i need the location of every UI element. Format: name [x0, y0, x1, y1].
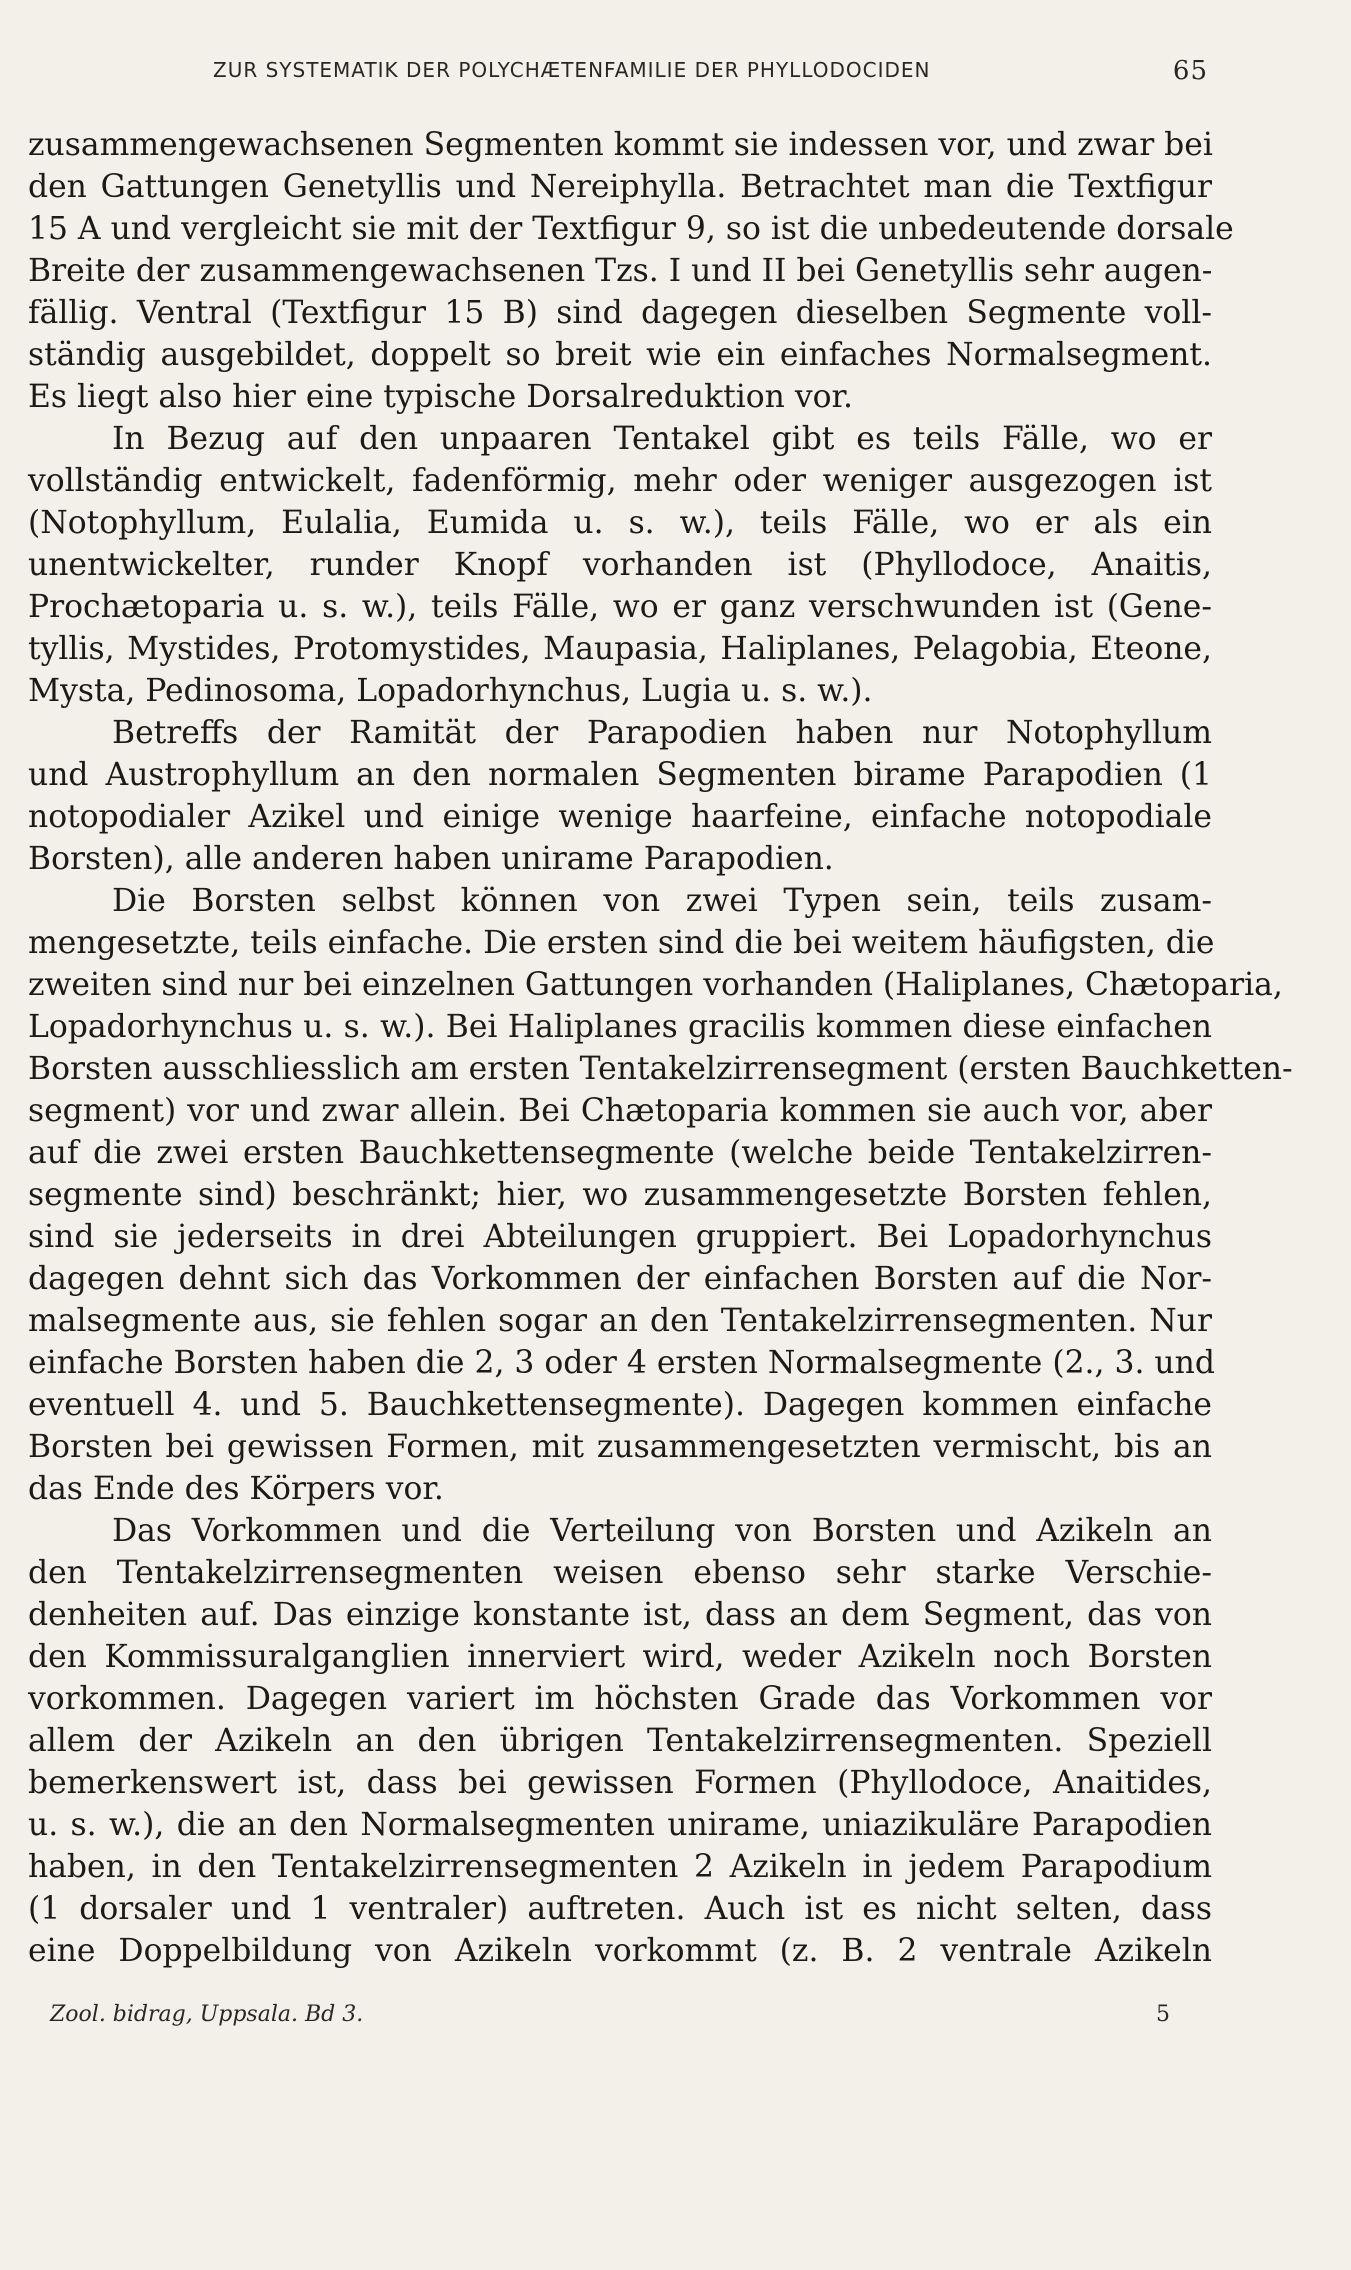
text-line: den Kommissuralganglien innerviert wird, weder Azikeln noch Borsten [28, 1639, 1212, 1675]
text-line: das Ende des Körpers vor. [28, 1471, 444, 1507]
running-head [28, 52, 1208, 92]
journal-reference: Zool. bidrag, Uppsala. Bd 3. [50, 2002, 364, 2027]
text-line: Mysta, Pedinosoma, Lopadorhynchus, Lugia u. s. w.). [28, 673, 873, 709]
text-line: auf die zwei ersten Bauchkettensegmente (welche beide Tentakelzirren- [28, 1135, 1212, 1171]
text-line: vollständig entwickelt, fadenförmig, mehr oder weniger ausgezogen ist [28, 463, 1212, 499]
text-line: zweiten sind nur bei einzelnen Gattungen vorhanden (Haliplanes, Chætoparia, [28, 967, 1283, 1003]
text-line: segment) vor und zwar allein. Bei Chætoparia kommen sie auch vor, aber [28, 1093, 1212, 1129]
text-line: Betreffs der Ramität der Parapodien haben nur Notophyllum [112, 715, 1212, 751]
text-line: Es liegt also hier eine typische Dorsalreduktion vor. [28, 379, 853, 415]
footer [50, 2002, 1170, 2032]
text-line: ständig ausgebildet, doppelt so breit wie ein einfaches Normalsegment. [28, 337, 1212, 373]
text-line: 15 A und vergleicht sie mit der Textfigur 9, so ist die unbedeutende dorsale [28, 211, 1234, 247]
text-line: unentwickelter, runder Knopf vorhanden ist (Phyllodoce, Anaitis, [28, 547, 1212, 583]
text-line: malsegmente aus, sie fehlen sogar an den Tentakelzirrensegmenten. Nur [28, 1303, 1212, 1339]
text-line: In Bezug auf den unpaaren Tentakel gibt es teils Fälle, wo er [112, 421, 1212, 457]
text-line: vorkommen. Dagegen variert im höchsten Grade das Vorkommen vor [28, 1681, 1212, 1717]
page-number: 65 [1172, 56, 1208, 86]
text-line: denheiten auf. Das einzige konstante ist, dass an dem Segment, das von [28, 1597, 1212, 1633]
text-line: (1 dorsaler und 1 ventraler) auftreten. Auch ist es nicht selten, dass [28, 1891, 1212, 1927]
text-line: Borsten ausschliesslich am ersten Tentakelzirrensegment (ersten Bauchketten- [28, 1051, 1293, 1087]
text-line: tyllis, Mystides, Protomystides, Maupasia, Haliplanes, Pelagobia, Eteone, [28, 631, 1212, 667]
text-line: mengesetzte, teils einfache. Die ersten sind die bei weitem häufigsten, die [28, 925, 1215, 961]
running-title: ZUR SYSTEMATIK DER POLYCHÆTENFAMILIE DER PHYLLODOCIDEN [213, 58, 931, 82]
text-line: allem der Azikeln an den übrigen Tentakelzirrensegmenten. Speziell [28, 1723, 1212, 1759]
text-line: (Notophyllum, Eulalia, Eumida u. s. w.), teils Fälle, wo er als ein [28, 505, 1212, 541]
text-line: segmente sind) beschränkt; hier, wo zusammengesetzte Borsten fehlen, [28, 1177, 1212, 1213]
text-line: Lopadorhynchus u. s. w.). Bei Haliplanes gracilis kommen diese einfachen [28, 1009, 1212, 1045]
text-line: zusammengewachsenen Segmenten kommt sie indessen vor, und zwar bei [28, 127, 1213, 163]
text-line: haben, in den Tentakelzirrensegmenten 2 Azikeln in jedem Parapodium [28, 1849, 1212, 1885]
text-line: Breite der zusammengewachsenen Tzs. I und II bei Genetyllis sehr augen- [28, 253, 1213, 289]
text-line: dagegen dehnt sich das Vorkommen der einfachen Borsten auf die Nor- [28, 1261, 1212, 1297]
text-line: fällig. Ventral (Textfigur 15 B) sind dagegen dieselben Segmente voll- [28, 295, 1212, 331]
body-text [28, 124, 1293, 1972]
text-line: einfache Borsten haben die 2, 3 oder 4 ersten Normalsegmente (2., 3. und [28, 1345, 1215, 1381]
text-line: Prochætoparia u. s. w.), teils Fälle, wo er ganz verschwunden ist (Gene- [28, 589, 1212, 625]
text-line: Die Borsten selbst können von zwei Typen sein, teils zusam- [112, 883, 1212, 919]
text-line: den Gattungen Genetyllis und Nereiphylla. Betrachtet man die Textfigur [28, 169, 1212, 205]
text-line: eine Doppelbildung von Azikeln vorkommt (z. B. 2 ventrale Azikeln [28, 1933, 1212, 1969]
text-line: bemerkenswert ist, dass bei gewissen Formen (Phyllodoce, Anaitides, [28, 1765, 1212, 1801]
text-line: den Tentakelzirrensegmenten weisen ebenso sehr starke Verschie- [28, 1555, 1212, 1591]
text-line: Borsten), alle anderen haben unirame Parapodien. [28, 841, 834, 877]
text-line: eventuell 4. und 5. Bauchkettensegmente). Dagegen kommen einfache [28, 1387, 1212, 1423]
text-line: sind sie jederseits in drei Abteilungen gruppiert. Bei Lopadorhynchus [28, 1219, 1212, 1255]
signature-mark: 5 [1156, 2002, 1170, 2027]
text-line: Borsten bei gewissen Formen, mit zusammengesetzten vermischt, bis an [28, 1429, 1212, 1465]
text-line: u. s. w.), die an den Normalsegmenten unirame, uniazikuläre Parapodien [28, 1807, 1212, 1843]
text-line: notopodialer Azikel und einige wenige haarfeine, einfache notopodiale [28, 799, 1212, 835]
text-line: und Austrophyllum an den normalen Segmenten birame Parapodien (1 [28, 757, 1212, 793]
text-line: Das Vorkommen und die Verteilung von Borsten und Azikeln an [112, 1513, 1212, 1549]
